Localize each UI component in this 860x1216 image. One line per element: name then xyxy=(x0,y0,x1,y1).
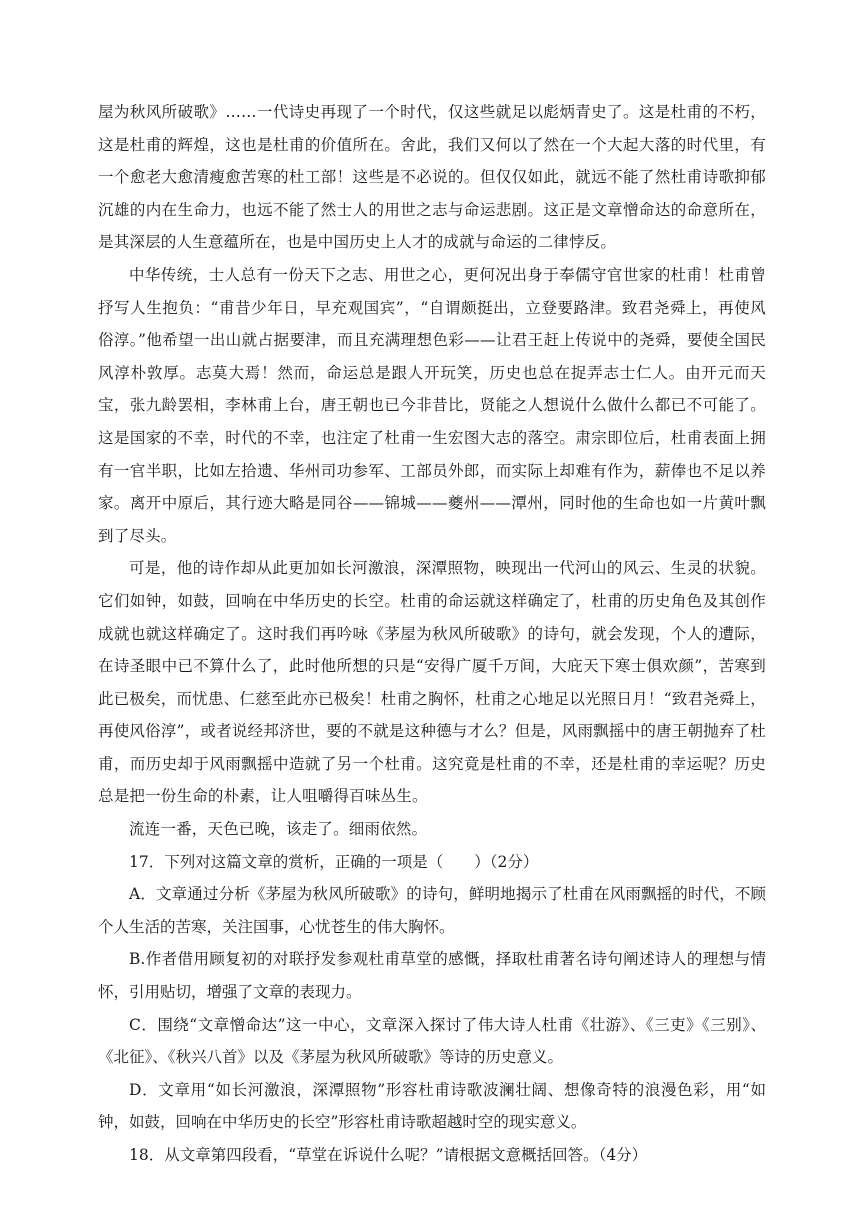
question-17-option-a: A．文章通过分析《茅屋为秋风所破歌》的诗句，鲜明地揭示了杜甫在风雨飘摇的时代，不顾个人生活的苦寒，关注国事，心忧苍生的伟大胸怀。 xyxy=(98,885,766,936)
document-page xyxy=(98,96,766,1172)
article-paragraph-2: 中华传统，士人总有一份天下之志、用世之心，更何况出身于奉儒守官世家的杜甫！杜甫曾抒写人生抱负：“甫昔少年日，早充观国宾”，“自谓颇挺出，立登要路津。致君尧舜上，再使风俗淳。”他希望一出山就占据要津，而且充满理想色彩——让君王赶上传说中的尧舜，要使全国民风淳朴敦厚。志莫大焉！然而，命运总是跟人开玩笑，历史也总在捉弄志士仁人。由开元而天宝，张九龄罢相，李林甫上台，唐王朝也已今非昔比，贤能之人想说什么做什么都已不可能了。这是国家的不幸，时代的不幸，也注定了杜甫一生宏图大志的落空。肃宗即位后，杜甫表面上拥有一官半职，比如左拾遗、华州司功参军、工部员外郎，而实际上却难有作为，薪俸也不足以养家。离开中原后，其行迹大略是同谷——锦城——夔州——潭州，同时他的生命也如一片黄叶飘到了尽头。 xyxy=(98,265,766,545)
question-17-option-d: D．文章用“如长河激浪，深潭照物”形容杜甫诗歌波澜壮阔、想像奇特的浪漫色彩，用“如钟，如鼓，回响在中华历史的长空”形容杜甫诗歌超越时空的现实意义。 xyxy=(98,1080,766,1132)
article-paragraph-1: 屋为秋风所破歌》……一代诗史再现了一个时代，仅这些就足以彪炳青史了。这是杜甫的不朽，这是杜甫的辉煌，这也是杜甫的价值所在。舍此，我们又何以了然在一个大起大落的时代里，有一个愈老大愈清瘦愈苦寒的杜工部！这些是不必说的。但仅仅如此，就远不能了然杜甫诗歌抑郁沉雄的内在生命力，也远不能了然士人的用世之志与命运悲剧。这正是文章憎命达的命意所在，是其深层的人生意蕴所在，也是中国历史上人才的成就与命运的二律悖反。 xyxy=(98,103,766,252)
article-paragraph-4: 流连一番，天色已晚，该走了。细雨依然。 xyxy=(129,820,428,839)
question-17-option-b: B.作者借用顾复初的对联抒发参观杜甫草堂的感慨，择取杜甫著名诗句阐述诗人的理想与情怀，引用贴切，增强了文章的表现力。 xyxy=(98,950,766,1002)
question-17-stem: 17．下列对这篇文章的赏析，正确的一项是（ ）（2分） xyxy=(129,852,539,871)
question-18-stem: 18．从文章第四段看，“草堂在诉说什么呢？”请根据文意概括回答。（4分） xyxy=(129,1146,648,1164)
question-17-option-c: C．围绕“文章憎命达”这一中心，文章深入探讨了伟大诗人杜甫《壮游》、《三吏》《三别》、《北征》、《秋兴八首》以及《茅屋为秋风所破歌》等诗的历史意义。 xyxy=(98,1015,766,1067)
article-paragraph-3: 可是，他的诗作却从此更加如长河激浪，深潭照物，映现出一代河山的风云、生灵的状貌。它们如钟，如鼓，回响在中华历史的长空。杜甫的命运就这样确定了，杜甫的历史角色及其创作成就也就这样确定了。这时我们再吟咏《茅屋为秋风所破歌》的诗句，就会发现，个人的遭际，在诗圣眼中已不算什么了，此时他所想的只是“安得广厦千万间，大庇天下寒士俱欢颜”，苦寒到此已极矣，而忧患、仁慈至此亦已极矣！杜甫之胸怀，杜甫之心地足以光照日月！“致君尧舜上，再使风俗淳”，或者说经邦济世，要的不就是这种德与才么？但是，风雨飘摇中的唐王朝抛弃了杜甫，而历史却于风雨飘摇中造就了另一个杜甫。这究竟是杜甫的不幸，还是杜甫的幸运呢？历史总是把一份生命的朴素，让人咀嚼得百味丛生。 xyxy=(98,559,766,806)
